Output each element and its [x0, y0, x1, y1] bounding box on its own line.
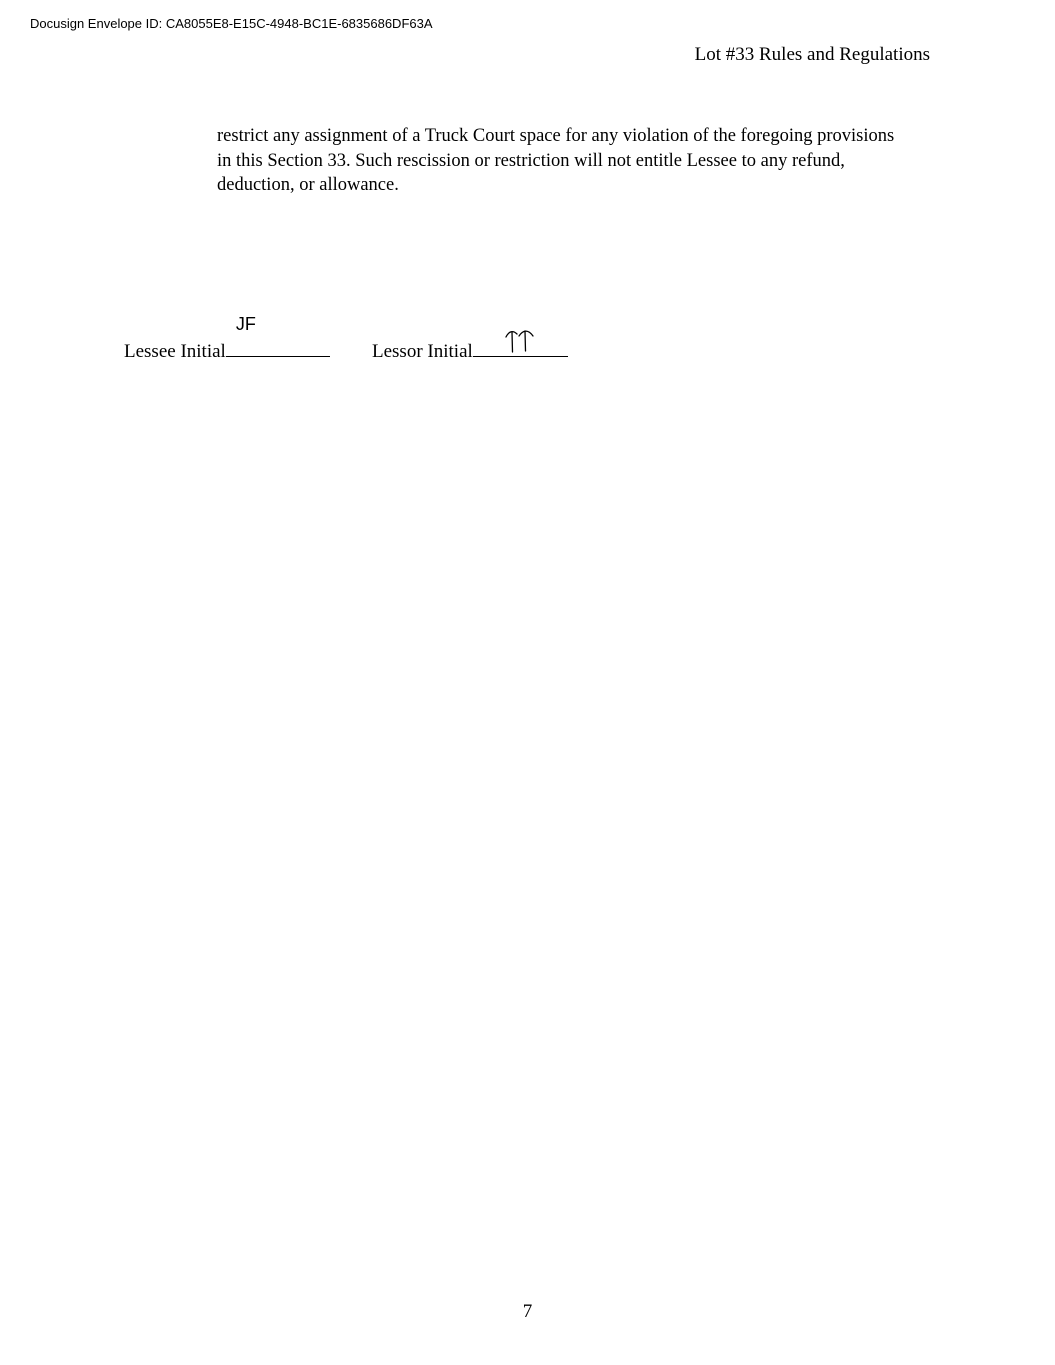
lessor-handwritten-initial-mark — [503, 328, 537, 354]
lessor-initial-label: Lessor Initial — [372, 341, 473, 362]
body-paragraph — [217, 124, 922, 198]
lessor-initial-group — [372, 340, 568, 363]
lessor-initial-field[interactable] — [473, 340, 568, 357]
body-line: restrict any assignment of a Truck Court space for any violation of the foregoing provisions — [217, 126, 895, 146]
body-line: deduction, or allowance. — [217, 175, 399, 195]
lessee-initial-value: JF — [235, 314, 256, 334]
page-number: 7 — [522, 1301, 533, 1322]
docusign-envelope-id: Docusign Envelope ID: CA8055E8-E15C-4948-BC1E-6835686DF63A — [30, 16, 433, 31]
lessee-initial-field[interactable] — [226, 314, 330, 357]
lessee-initial-group — [124, 314, 330, 363]
lessee-initial-label: Lessee Initial — [124, 341, 226, 362]
document-header-title: Lot #33 Rules and Regulations — [694, 44, 930, 65]
body-line: in this Section 33. Such rescission or restriction will not entitle Lessee to any refund, — [217, 150, 845, 171]
